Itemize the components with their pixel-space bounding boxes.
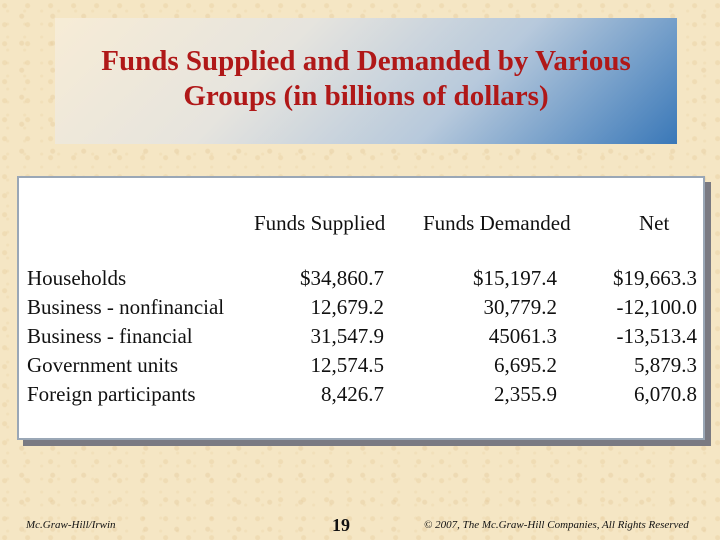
publisher-credit: Mc.Graw-Hill/Irwin xyxy=(26,519,116,531)
row-label: Foreign participants xyxy=(27,382,196,406)
net-value: $19,663.3 xyxy=(613,266,697,290)
net-value: -12,100.0 xyxy=(616,295,697,319)
funds-demanded-value: 45061.3 xyxy=(488,324,557,348)
funds-supplied-value: 31,547.9 xyxy=(310,324,384,348)
net-value: -13,513.4 xyxy=(616,324,697,348)
slide-title xyxy=(101,44,630,118)
header-funds-demanded: Funds Demanded xyxy=(423,211,571,235)
table-row xyxy=(19,324,703,353)
table-row xyxy=(19,266,703,295)
title-line-1: Funds Supplied and Demanded by Various xyxy=(101,45,631,77)
funds-supplied-value: 12,679.2 xyxy=(310,295,384,319)
header-net: Net xyxy=(639,211,670,235)
title-line-2: Groups (in billions of dollars) xyxy=(183,80,549,112)
header-funds-supplied: Funds Supplied xyxy=(254,211,386,235)
funds-supplied-value: 12,574.5 xyxy=(310,353,384,377)
funds-demanded-value: 2,355.9 xyxy=(494,382,557,406)
table-body xyxy=(19,266,703,411)
net-value: 6,070.8 xyxy=(634,382,697,406)
row-label: Business - financial xyxy=(27,324,193,348)
row-label: Households xyxy=(27,266,127,290)
funds-supplied-value: 8,426.7 xyxy=(321,382,384,406)
row-label: Business - nonfinancial xyxy=(27,295,225,319)
table-row xyxy=(19,382,703,411)
page-number: 19 xyxy=(332,515,350,535)
funds-demanded-value: 30,779.2 xyxy=(483,295,557,319)
funds-demanded-value: 6,695.2 xyxy=(494,353,557,377)
net-value: 5,879.3 xyxy=(634,353,697,377)
table-row xyxy=(19,353,703,382)
funds-supplied-value: $34,860.7 xyxy=(300,266,384,290)
funds-table xyxy=(17,176,705,440)
table-row xyxy=(19,295,703,324)
title-box xyxy=(55,18,677,144)
funds-demanded-value: $15,197.4 xyxy=(473,266,557,290)
row-label: Government units xyxy=(27,353,179,377)
copyright-notice: © 2007, The Mc.Graw-Hill Companies, All Rights Reserved xyxy=(424,519,689,531)
